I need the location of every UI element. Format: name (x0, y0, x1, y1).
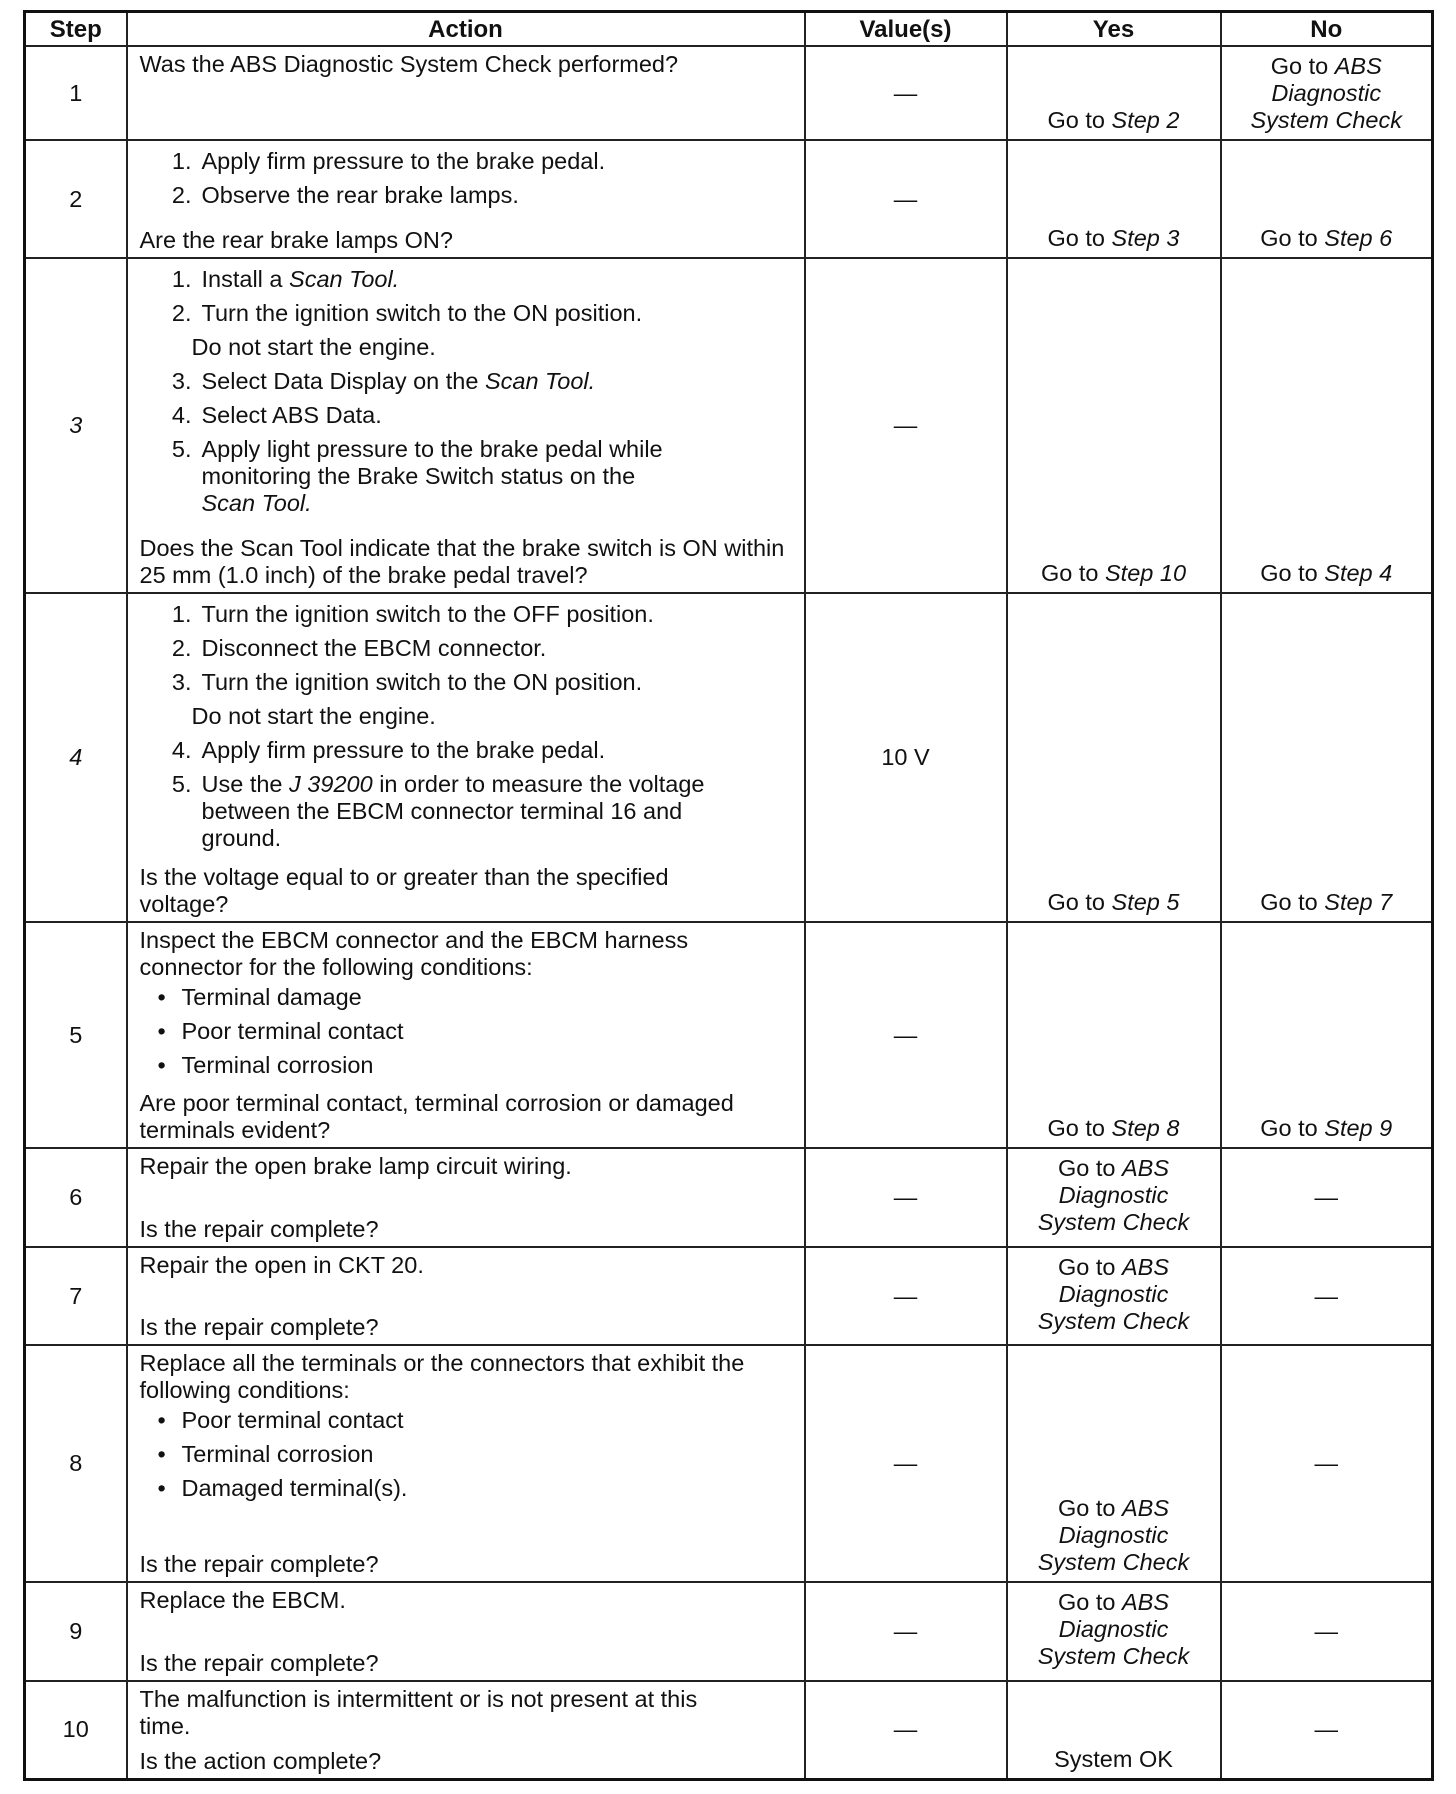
table-row (25, 46, 1433, 140)
yes-cell (1007, 922, 1221, 1148)
action-question: Is the repair complete? (139, 1215, 379, 1242)
action-cell (127, 1247, 805, 1345)
value-cell: — (805, 1148, 1007, 1246)
action-intro: Replace all the terminals or the connectors that exhibit the following conditions: (139, 1350, 745, 1404)
goto-prefix: Go to (1047, 107, 1112, 134)
no-cell (1221, 593, 1433, 923)
scan-tool-ref: Scan Tool. (484, 368, 596, 395)
action-item: Turn the ignition switch to the OFF position. (201, 600, 654, 627)
goto-prefix: Go to (1057, 1495, 1122, 1522)
goto-step: Step 3 (1111, 225, 1180, 252)
action-item: Observe the rear brake lamps. (201, 182, 519, 209)
action-item: Select Data Display on the (201, 368, 485, 395)
goto-abs: ABS (1121, 1155, 1170, 1182)
bullet-item: Poor terminal contact (181, 1018, 404, 1045)
header-no: No (1221, 12, 1433, 47)
no-cell: — (1221, 1345, 1433, 1582)
goto-prefix: Go to (1057, 1155, 1122, 1182)
value-cell: — (805, 1681, 1007, 1780)
goto-prefix: Go to (1270, 53, 1329, 79)
action-cell (127, 1148, 805, 1246)
tool-ref: J 39200 (289, 770, 373, 797)
action-question: Are poor terminal contact, terminal corrosion or damaged terminals evident? (139, 1090, 734, 1144)
value-cell: — (805, 1582, 1007, 1680)
action-item: Apply firm pressure to the brake pedal. (201, 148, 606, 175)
value-cell: — (805, 140, 1007, 258)
action-cell (127, 1582, 805, 1680)
goto-system-check: System Check (1037, 1209, 1190, 1236)
action-item: Turn the ignition switch to the ON position. (201, 668, 643, 695)
goto-prefix: Go to (1260, 559, 1325, 586)
bullet-item: Terminal corrosion (181, 1441, 374, 1468)
goto-diagnostic: Diagnostic (1058, 1616, 1169, 1643)
goto-system-check: System Check (1250, 107, 1402, 133)
yes-cell (1007, 258, 1221, 593)
action-intro: Repair the open in CKT 20. (139, 1251, 424, 1278)
value-cell: — (805, 46, 1007, 140)
table-row (25, 1681, 1433, 1780)
step-number: 9 (25, 1582, 127, 1680)
action-item: Turn the ignition switch to the ON position. (201, 300, 643, 327)
action-cell: Replace all the terminals or the connectors that exhibit the following conditions: • Poor terminal contact • Terminal corrosion • Damaged terminal(s). Is the repair complete? (127, 1345, 805, 1582)
goto-diagnostic: Diagnostic (1271, 80, 1382, 106)
action-intro: Repair the open brake lamp circuit wiring. (139, 1153, 572, 1180)
step-number: 7 (25, 1247, 127, 1345)
no-cell: — (1221, 1247, 1433, 1345)
action-item: Install a (201, 266, 290, 293)
action-question: Is the voltage equal to or greater than the specified voltage? (139, 864, 669, 918)
goto-system-check: System Check (1037, 1643, 1190, 1670)
action-cell: 1. Turn the ignition switch to the OFF position. 2. Disconnect the EBCM connector. 3. Turn the ignition switch to the ON position. Do not start the engine. 4. Apply firm pressure to the brake pedal. 5. Use the J 39200 in order to measure the voltage between the EBCM connector terminal 16 and ground. Is the voltage equal to or greater than the specified voltage? (127, 593, 805, 923)
goto-abs: ABS (1121, 1589, 1170, 1616)
action-question: Does the Scan Tool indicate that the brake switch is ON within 25 mm (1.0 inch) of the brake pedal travel? (139, 534, 785, 588)
action-cell: 1. Install a Scan Tool. 2. Turn the ignition switch to the ON position. Do not start the engine. 3. Select Data Display on the Scan Tool. 4. Select ABS Data. 5. Apply light pressure to the brake pedal while monitoring the Brake Switch status on the Scan Tool. Does the Scan Tool indicate that the brake switch is ON within 25 mm (1.0 inch) of the brake pedal travel? (127, 258, 805, 593)
action-question: Are the rear brake lamps ON? (139, 227, 453, 254)
goto-step: Step 10 (1105, 559, 1187, 586)
no-cell (1221, 46, 1433, 140)
yes-cell (1007, 46, 1221, 140)
header-action: Action (127, 12, 805, 47)
action-question: Was the ABS Diagnostic System Check performed? (139, 51, 679, 77)
goto-step: Step 5 (1111, 889, 1180, 916)
step-number: 3 (25, 258, 127, 593)
table-row (25, 258, 1433, 593)
action-cell (127, 1681, 805, 1780)
goto-prefix: Go to (1260, 1115, 1325, 1142)
step-number: 6 (25, 1148, 127, 1246)
goto-diagnostic: Diagnostic (1058, 1182, 1169, 1209)
action-item: Apply firm pressure to the brake pedal. (201, 736, 606, 763)
action-item: Disconnect the EBCM connector. (201, 634, 547, 661)
action-question: Is the repair complete? (139, 1314, 379, 1341)
goto-step: Step 6 (1324, 225, 1393, 252)
value-cell: — (805, 922, 1007, 1148)
step-number: 2 (25, 140, 127, 258)
goto-prefix: Go to (1057, 1253, 1122, 1280)
bullet-item: Terminal corrosion (181, 1052, 374, 1079)
no-cell: — (1221, 1681, 1433, 1780)
yes-cell (1007, 1247, 1221, 1345)
action-subnote: Do not start the engine. (191, 702, 436, 729)
goto-prefix: Go to (1040, 559, 1105, 586)
action-question: Is the repair complete? (139, 1551, 379, 1578)
goto-abs: ABS (1121, 1495, 1170, 1522)
action-cell: Inspect the EBCM connector and the EBCM harness connector for the following conditions: • Terminal damage • Poor terminal contact • Terminal corrosion Are poor terminal contact, terminal corrosion or damaged terminals evident? (127, 922, 805, 1148)
scan-tool-ref: Scan Tool. (289, 266, 400, 293)
yes-cell (1007, 140, 1221, 258)
goto-prefix: Go to (1047, 225, 1112, 252)
goto-prefix: Go to (1047, 889, 1112, 916)
yes-cell: System OK (1007, 1681, 1221, 1780)
action-item: Select ABS Data. (201, 402, 382, 429)
step-number: 1 (25, 46, 127, 140)
goto-system-check: System Check (1037, 1307, 1190, 1334)
action-item: Apply light pressure to the brake pedal while monitoring the Brake Switch status on the (201, 436, 663, 490)
bullet-item: Terminal damage (181, 984, 362, 1011)
table-row (25, 1582, 1433, 1680)
header-values: Value(s) (805, 12, 1007, 47)
goto-prefix: Go to (1047, 1115, 1112, 1142)
goto-step: Step 4 (1324, 559, 1393, 586)
action-cell: 1. Apply firm pressure to the brake pedal. 2. Observe the rear brake lamps. Are the rear brake lamps ON? (127, 140, 805, 258)
goto-step: Step 7 (1324, 889, 1393, 916)
action-cell (127, 46, 805, 140)
header-yes: Yes (1007, 12, 1221, 47)
goto-step: Step 2 (1111, 107, 1180, 134)
value-cell: — (805, 258, 1007, 593)
action-item-cont: in order to measure the voltage between the EBCM connector terminal 16 and ground. (201, 770, 705, 851)
step-number: 4 (25, 593, 127, 923)
table-row (25, 593, 1433, 923)
bullet-item: Damaged terminal(s). (181, 1475, 408, 1502)
yes-cell (1007, 1345, 1221, 1582)
goto-abs: ABS (1334, 53, 1382, 79)
value-cell: 10 V (805, 593, 1007, 923)
yes-cell (1007, 593, 1221, 923)
yes-cell (1007, 1582, 1221, 1680)
step-number: 5 (25, 922, 127, 1148)
table-row (25, 1345, 1433, 1582)
action-item: Use the (201, 770, 290, 797)
table-row (25, 922, 1433, 1148)
action-question: Is the action complete? (139, 1748, 382, 1774)
no-cell (1221, 258, 1433, 593)
goto-prefix: Go to (1057, 1589, 1122, 1616)
action-question: Is the repair complete? (139, 1649, 379, 1676)
step-number: 10 (25, 1681, 127, 1780)
table-row (25, 140, 1433, 258)
goto-step: Step 9 (1324, 1115, 1393, 1142)
action-subnote: Do not start the engine. (191, 334, 436, 361)
action-intro: Inspect the EBCM connector and the EBCM harness connector for the following conditions: (139, 927, 689, 981)
goto-diagnostic: Diagnostic (1058, 1280, 1169, 1307)
bullet-item: Poor terminal contact (181, 1407, 404, 1434)
no-cell (1221, 140, 1433, 258)
table-row (25, 1247, 1433, 1345)
goto-system-check: System Check (1037, 1549, 1190, 1576)
goto-abs: ABS (1121, 1253, 1170, 1280)
no-cell: — (1221, 1148, 1433, 1246)
goto-prefix: Go to (1260, 225, 1325, 252)
scan-tool-ref: Scan Tool. (201, 490, 312, 517)
value-cell: — (805, 1345, 1007, 1582)
goto-diagnostic: Diagnostic (1058, 1522, 1169, 1549)
table-row (25, 1148, 1433, 1246)
action-intro: Replace the EBCM. (139, 1587, 346, 1614)
no-cell: — (1221, 1582, 1433, 1680)
diagnostic-table (23, 10, 1434, 1781)
value-cell: — (805, 1247, 1007, 1345)
yes-cell (1007, 1148, 1221, 1246)
no-cell (1221, 922, 1433, 1148)
action-intro: The malfunction is intermittent or is not present at this time. (139, 1685, 698, 1739)
step-number: 8 (25, 1345, 127, 1582)
diagnostic-table-sheet (23, 10, 1431, 1781)
header-step: Step (25, 12, 127, 47)
goto-step: Step 8 (1111, 1115, 1180, 1142)
header-row (25, 12, 1433, 47)
goto-prefix: Go to (1260, 889, 1325, 916)
